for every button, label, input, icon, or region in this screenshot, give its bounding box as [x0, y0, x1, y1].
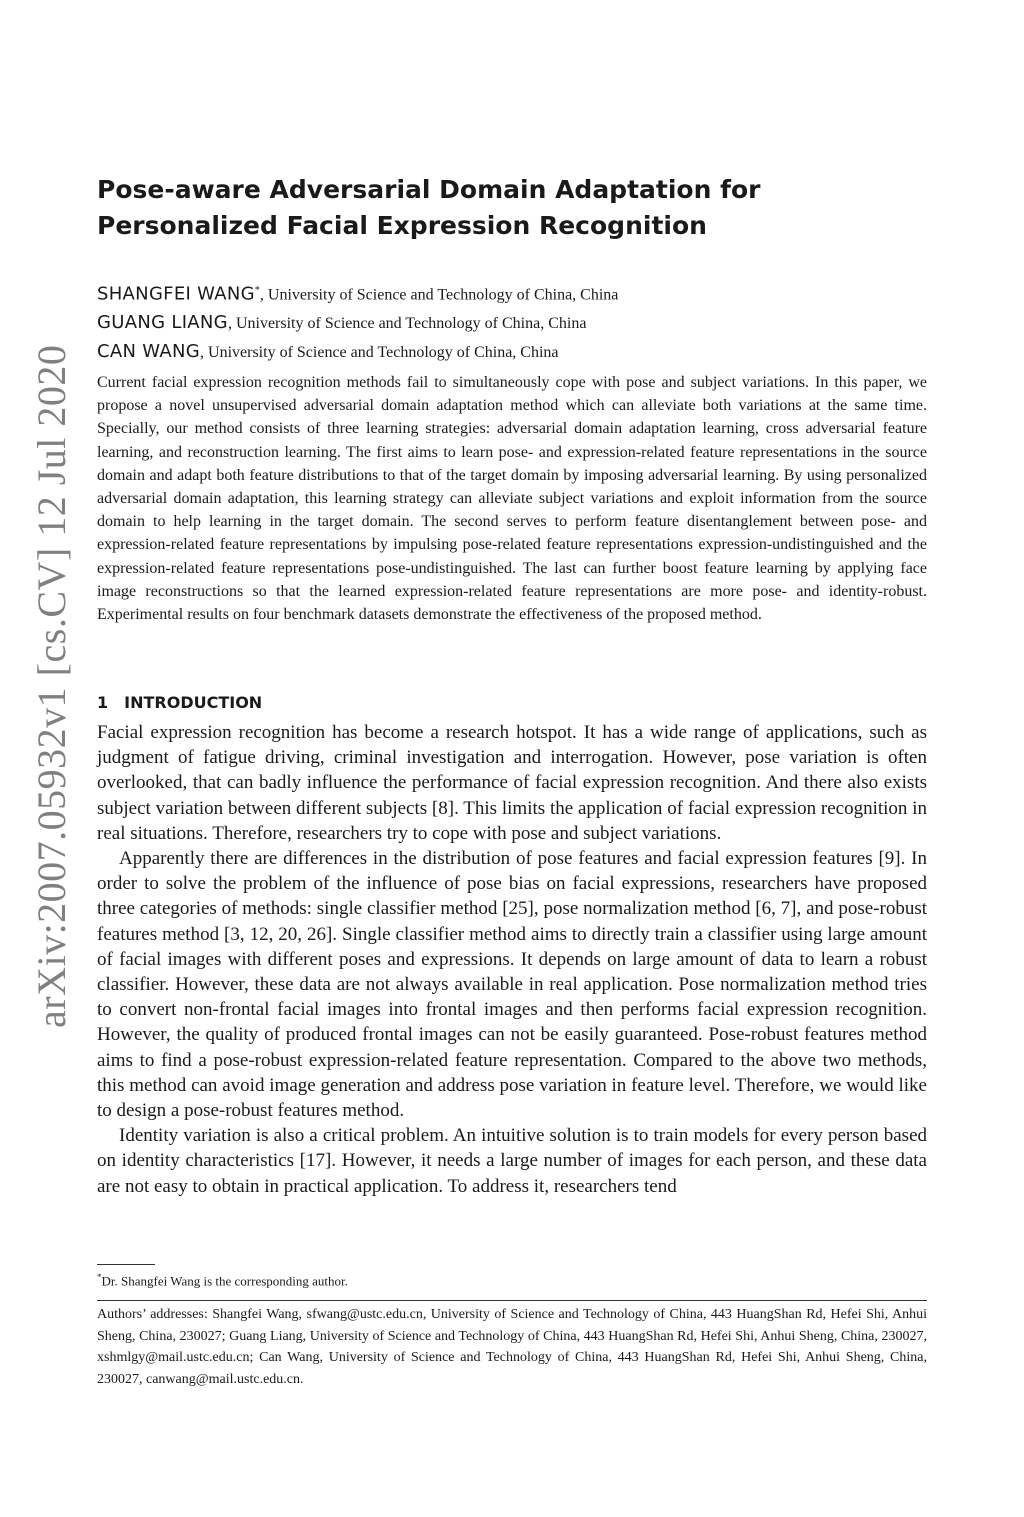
section-heading [97, 690, 262, 716]
footnote-divider [97, 1264, 155, 1265]
author-affiliation: , University of Science and Technology of China, China [200, 344, 559, 362]
author-addresses: Authors’ addresses: Shangfei Wang, sfwang@ustc.edu.cn, University of Science and Technology of China, 443 HuangShan Rd, Hefei Shi, Anhui Sheng, China, 230027; Guang Liang, University of Science and Technology of China, 443 HuangShan Rd, Hefei Shi, Anhui Sheng, China, 230027, xshmlgy@mail.ustc.edu.cn; Can Wang, University of Science and Technology of China, 443 HuangShan Rd, Hefei Shi, Anhui Sheng, China, 230027, canwang@mail.ustc.edu.cn. [97, 1307, 927, 1387]
body-paragraph: Facial expression recognition has become a research hotspot. It has a wide range of applications, such as judgment of fatigue driving, criminal investigation and interrogation. However, pose variation is often overlooked, that can badly influence the performance of facial expression recognition. And there also exists subject variation between different subjects [8]. This limits the application of facial expression recognition in real situations. Therefore, researchers try to cope with pose and subject variations. [97, 722, 927, 844]
paper-title: Pose-aware Adversarial Domain Adaptation for Personalized Facial Expression Recognition [97, 175, 761, 240]
author-affiliation: , University of Science and Technology of China, China [227, 315, 587, 333]
author-entry [97, 338, 937, 367]
author-affiliation: , University of Science and Technology of China, China [259, 286, 619, 304]
footnote-text: Dr. Shangfei Wang is the corresponding author. [101, 1273, 348, 1289]
footnote-mark: * [97, 1272, 102, 1282]
arxiv-sidebar-id: arXiv:2007.05932v1 [cs.CV] 12 Jul 2020 [29, 344, 74, 1028]
introduction-body [97, 720, 927, 1199]
footnote [97, 1268, 348, 1290]
author-list [97, 277, 937, 367]
abstract: Current facial expression recognition methods fail to simultaneously cope with pose and subject variations. In this paper, we propose a novel unsupervised adversarial domain adaptation method which can alleviate both variations at the same time. Specially, our method consists of three learning strategies: adversarial domain adaptation learning, cross adversarial feature learning, and reconstruction learning. The first aims to learn pose- and expression-related feature representations in the source domain and adapt both feature distributions to that of the target domain by imposing adversarial learning. By using personalized adversarial domain adaptation, this learning strategy can alleviate subject variations and exploit information from the source domain to help learning in the target domain. The second serves to perform feature disentanglement between pose- and expression-related feature representations by impulsing pose-related feature representations expression-undistinguished and the expression-related feature representations pose-undistinguished. The last can further boost feature learning by applying face image reconstructions so that the learned expression-related feature representations are more pose- and identity-robust. Experimental results on four benchmark datasets demonstrate the effectiveness of the proposed method. [97, 374, 927, 624]
author-entry [97, 277, 937, 309]
corresponding-mark: * [254, 285, 260, 296]
section-title: INTRODUCTION [124, 693, 263, 712]
body-paragraph: Identity variation is also a critical problem. An intuitive solution is to train models for every person based on identity characteristics [17]. However, it needs a large number of images for each person, and these data are not easy to obtain in practical application. To address it, researchers tend [97, 1125, 927, 1197]
author-name: GUANG LIANG [97, 312, 228, 334]
author-name: CAN WANG [97, 341, 201, 363]
author-name: SHANGFEI WANG [97, 283, 255, 305]
body-paragraph: Apparently there are differences in the distribution of pose features and facial expression features [9]. In order to solve the problem of the influence of pose bias on facial expressions, researchers have proposed three categories of methods: single classifier method [25], pose normalization method [6, 7], and pose-robust features method [3, 12, 20, 26]. Single classifier method aims to directly train a classifier using large amount of facial images with different poses and expressions. It depends on large amount of data to learn a robust classifier. However, these data are not always available in real application. Pose normalization method tries to convert non-frontal facial images into frontal images and then performs facial expression recognition. However, the quality of produced frontal images can not be easily guaranteed. Pose-robust features method aims to find a pose-robust expression-related feature representation. Compared to the above two methods, this method can avoid image generation and address pose variation in feature level. Therefore, we would like to design a pose-robust features method. [97, 848, 927, 1122]
author-entry [97, 309, 937, 338]
section-number: 1 [97, 693, 109, 712]
addresses-divider [97, 1300, 927, 1301]
